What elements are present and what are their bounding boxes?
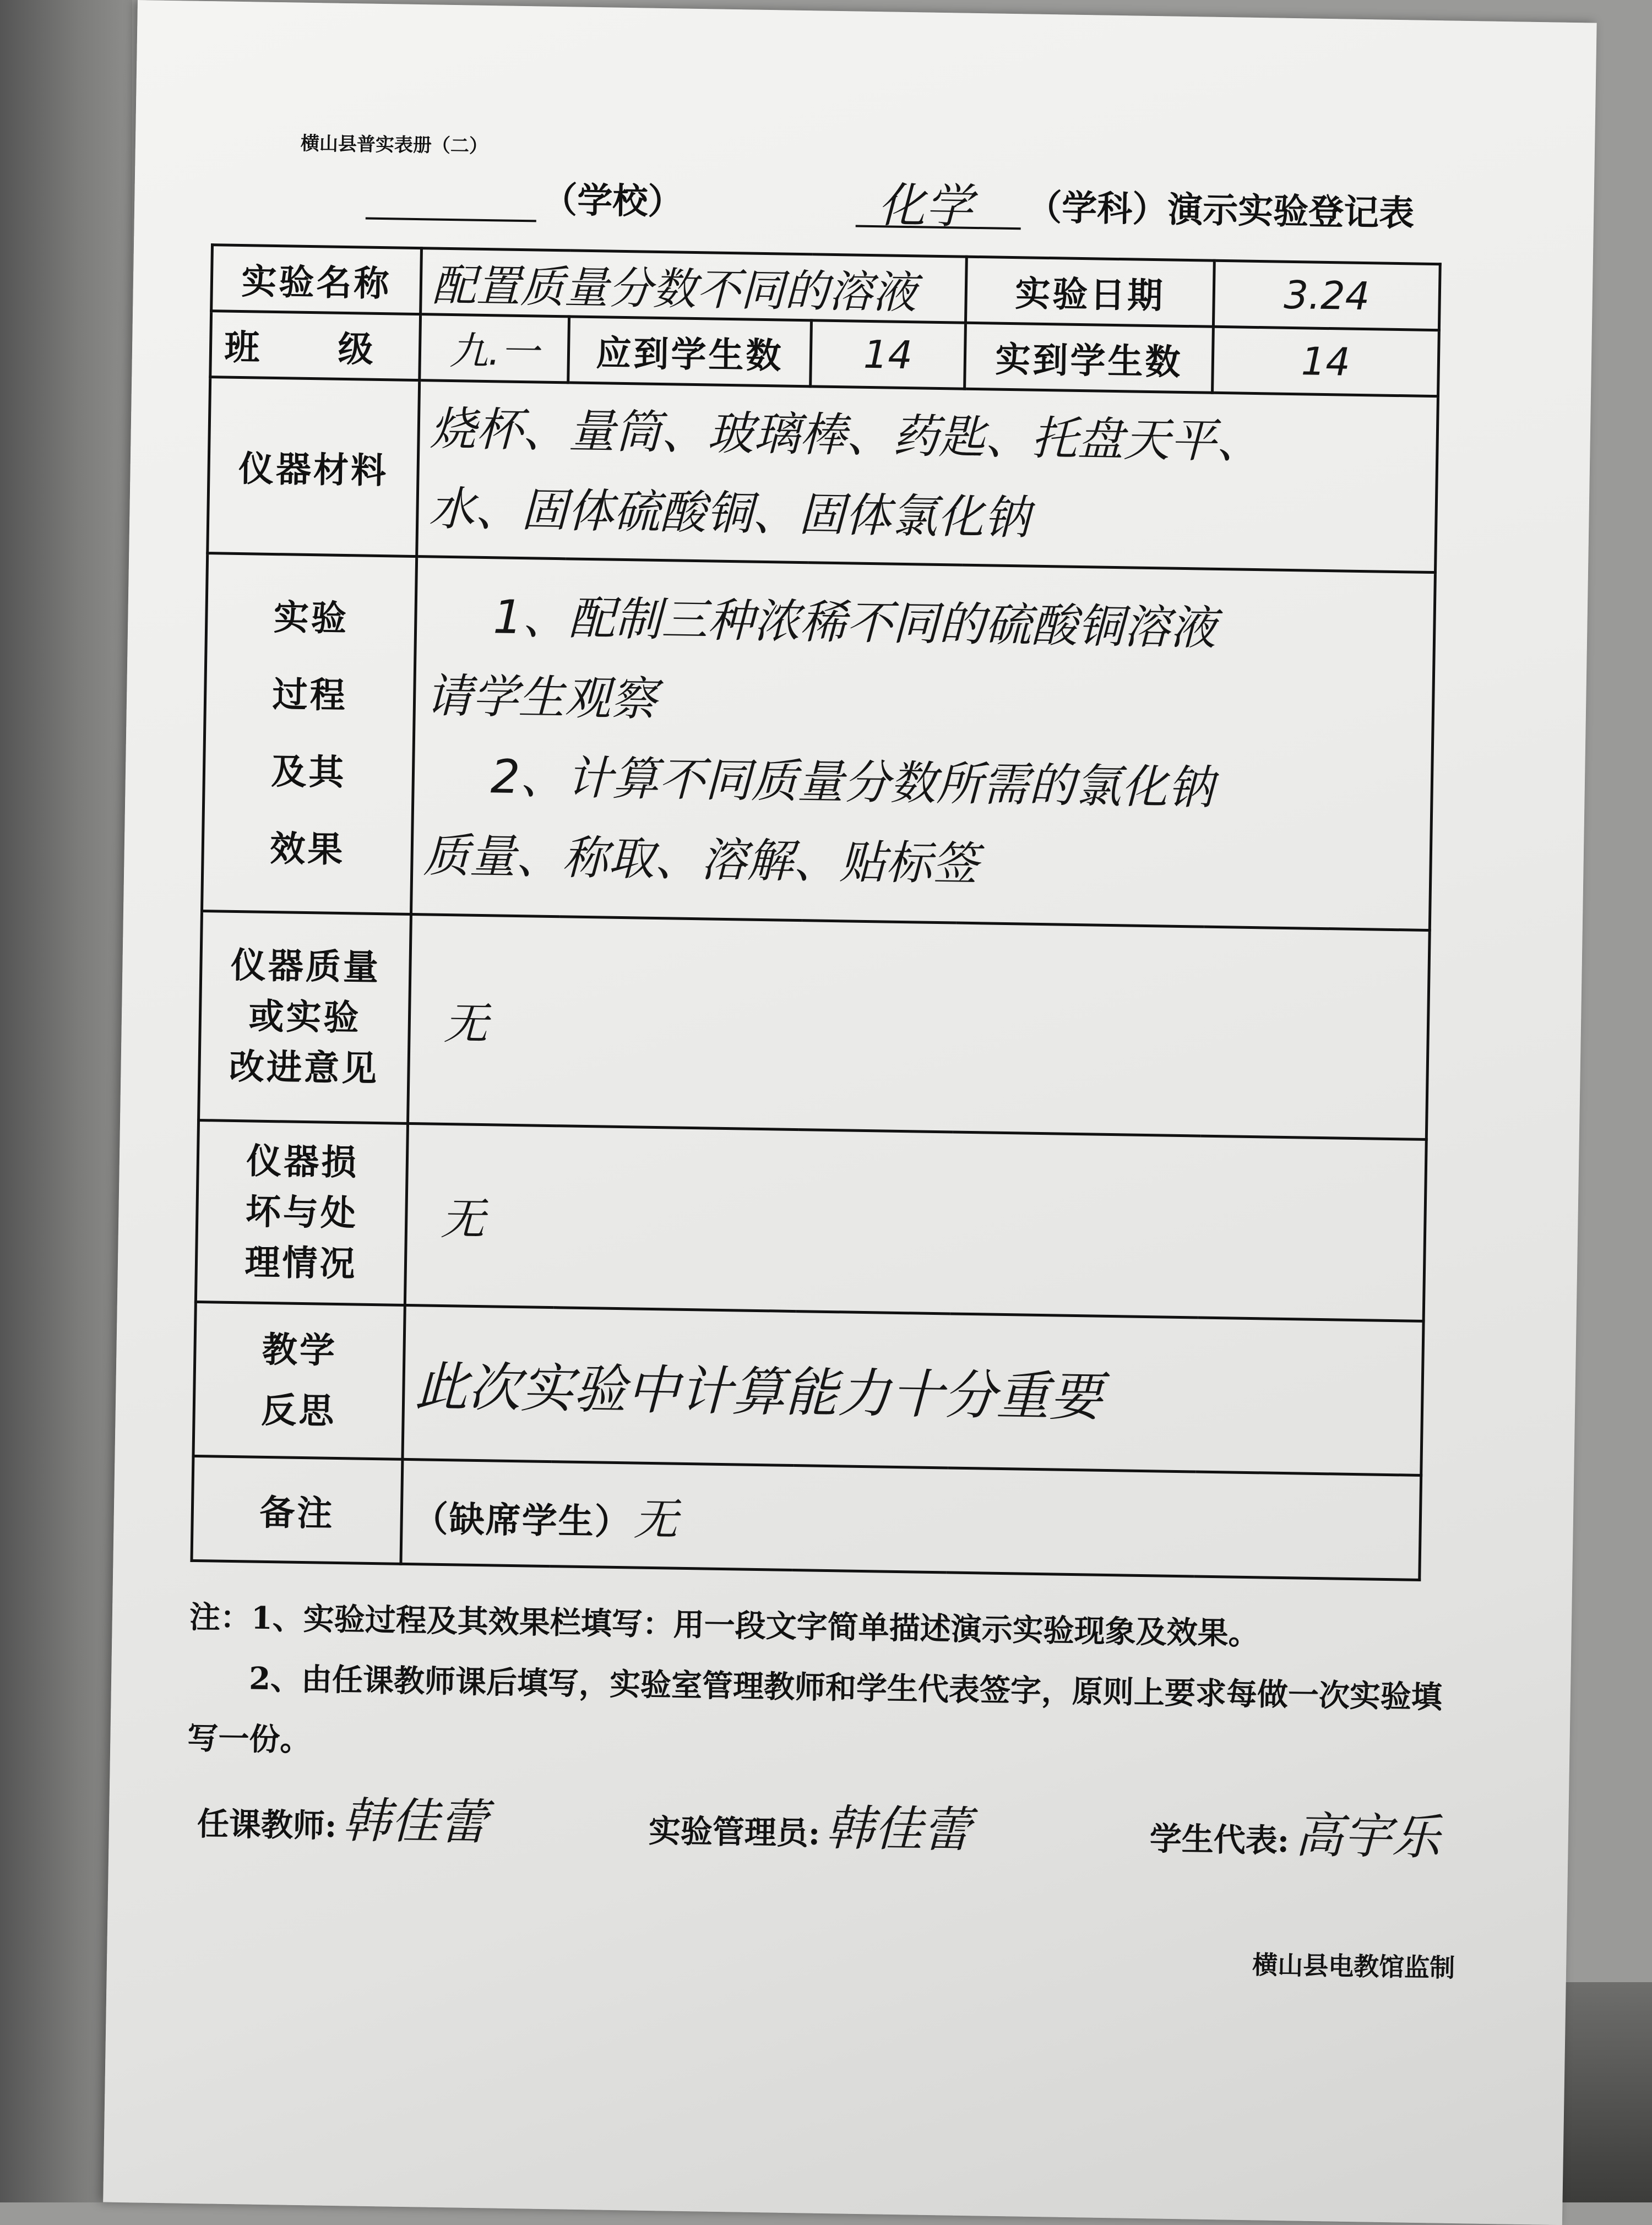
process-line: 请学生观察 [425,668,657,726]
row-process [202,553,1436,931]
expected-students-value: 14 [811,320,966,389]
row-materials [208,377,1438,573]
registration-table [190,243,1441,1581]
materials-value [417,380,1438,573]
signature-row [197,1780,1464,1876]
damage-label-line: 坏与处 [245,1190,358,1234]
note-line-2: 2、由任课教师课后填写，实验室管理教师和学生代表签字，原则上要求每做一次实验填写一份。 [187,1660,1443,1759]
process-label-line: 实验 [273,596,349,639]
teacher-signature [197,1780,488,1853]
experiment-name-label: 实验名称 [211,245,422,314]
process-label-line: 过程 [272,673,348,716]
remarks-value: 无 [633,1493,678,1546]
quality-label-line: 改进意见 [229,1046,379,1090]
process-line: 质量、称取、溶解、贴标签 [422,828,979,891]
process-value [411,557,1435,931]
row-damage [195,1120,1426,1321]
process-line: 2、计算不同质量分数所需的氯化钠 [490,749,1214,815]
form-notes [187,1587,1457,1788]
expected-students-label: 应到学生数 [568,317,812,387]
row-quality [199,911,1430,1140]
admin-label: 实验管理员: [648,1811,820,1852]
reflection-label-line: 教学 [262,1329,338,1372]
quality-label-line: 仪器质量 [230,944,381,988]
damage-value: 无 [405,1123,1426,1321]
quality-label-line: 或实验 [248,995,362,1039]
process-label [202,553,417,915]
student-signature [1149,1794,1441,1868]
absent-students-prefix: （缺席学生） [412,1498,632,1543]
materials-line: 烧杯、量筒、玻璃棒、药匙、托盘天平、 [430,401,1263,469]
reflection-label [193,1302,405,1459]
date-label: 实验日期 [965,257,1214,327]
date-value: 3.24 [1213,260,1440,330]
experiment-name-value: 配置质量分数不同的溶液 [421,248,967,323]
note-line-1: 注：1、实验过程及其效果栏填写：用一段文字简单描述演示实验现象及效果。 [189,1598,1260,1652]
school-blank-line [366,217,536,222]
teacher-label: 任课教师: [197,1805,337,1845]
materials-line: 水、固体硫酸铜、固体氯化钠 [428,481,1031,545]
reflection-value: 此次实验中计算能力十分重要 [403,1305,1423,1475]
remarks-label: 备注 [192,1456,403,1564]
admin-name: 韩佳蕾 [825,1799,972,1859]
remarks-value-cell [401,1459,1421,1580]
teacher-name: 韩佳蕾 [341,1792,488,1851]
booklet-title: 横山县普实表册（二） [300,132,488,158]
row-reflection [193,1302,1423,1475]
class-value: 九.一 [420,314,569,383]
damage-label [195,1120,407,1305]
process-line: 1、配制三种浓稀不同的硫酸铜溶液 [492,589,1217,655]
quality-value: 无 [408,915,1430,1140]
student-label: 学生代表: [1149,1820,1290,1860]
damage-label-line: 理情况 [244,1241,358,1285]
row-remarks [192,1456,1421,1580]
school-suffix: （学校） [541,179,683,223]
materials-label: 仪器材料 [208,377,420,557]
class-label: 班 级 [210,311,421,380]
footer-supervisor: 横山县电教馆监制 [1252,1950,1455,1983]
student-name: 高宇乐 [1294,1807,1441,1866]
form-title [366,169,1523,248]
subject-value: 化学 [877,178,974,235]
subject-suffix: （学科）演示实验登记表 [1026,187,1415,235]
damage-label-line: 仪器损 [246,1140,359,1184]
quality-label [199,911,411,1124]
form-sheet [103,0,1597,2225]
reflection-label-line: 反思 [260,1389,336,1432]
process-label-line: 效果 [269,828,345,871]
actual-students-value: 14 [1213,327,1439,396]
actual-students-label: 实到学生数 [965,323,1214,393]
admin-signature [648,1787,971,1861]
process-label-line: 及其 [270,750,347,793]
